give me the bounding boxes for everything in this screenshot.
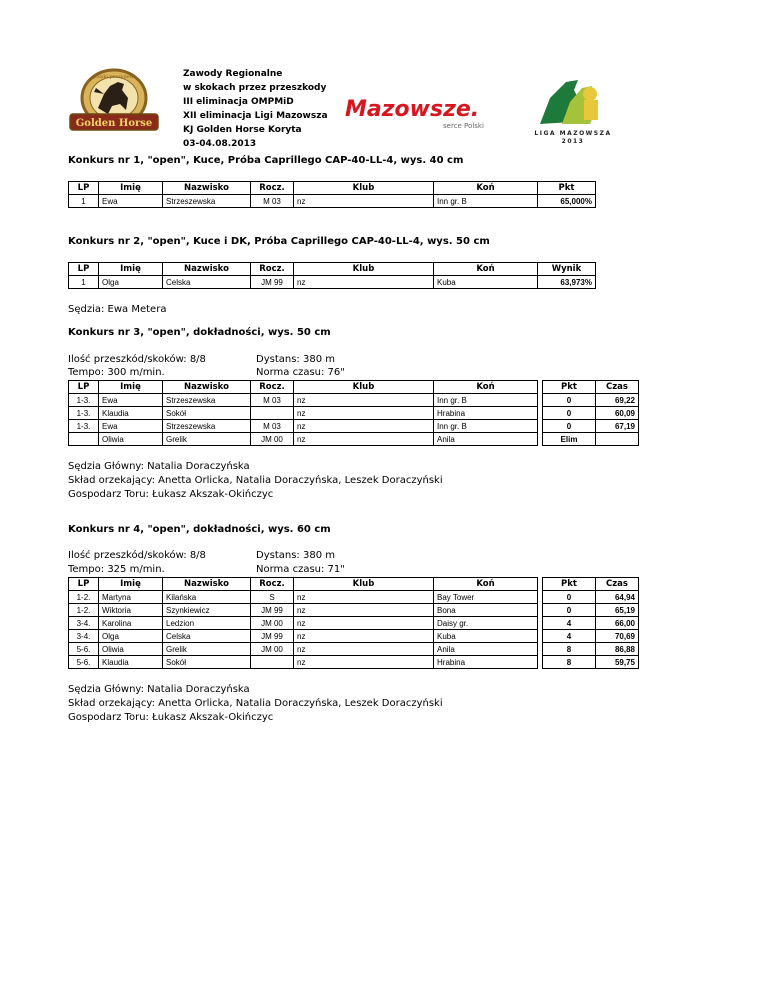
official-line: Sędzia Główny: Natalia Doraczyńska — [68, 684, 250, 695]
cell-klub: nz — [294, 420, 434, 433]
col-lp: LP — [69, 182, 99, 195]
col-imie: Imię — [99, 578, 163, 591]
cell-klub: nz — [294, 433, 434, 446]
cell-lp — [69, 433, 99, 446]
cell-klub: nz — [294, 643, 434, 656]
cell-lp: 3-4. — [69, 617, 99, 630]
cell-pkt: 8 — [543, 643, 596, 656]
official-line: Skład orzekający: Anetta Orlicka, Natalia Doraczyńska, Leszek Doraczyński — [68, 475, 443, 486]
cell-czas: 64,94 — [596, 591, 639, 604]
col-czas: Czas — [596, 381, 639, 394]
cell-rocz: JM 99 — [251, 276, 294, 289]
cell-nazwisko: Strzeszewska — [163, 420, 251, 433]
cell-lp: 5-6. — [69, 643, 99, 656]
cell-pkt: 65,000% — [538, 195, 596, 208]
table-header-row — [69, 381, 639, 394]
cell-pkt: 0 — [543, 604, 596, 617]
cell-pkt: 0 — [543, 420, 596, 433]
cell-nazwisko: Strzeszewska — [163, 195, 251, 208]
col-pkt: Pkt — [543, 578, 596, 591]
cell-kon: Anila — [434, 643, 538, 656]
competition-2-title: Konkurs nr 2, "open", Kuce i DK, Próba Caprillego CAP-40-LL-4, wys. 50 cm — [68, 236, 490, 247]
cell-rocz: JM 99 — [251, 604, 294, 617]
golden-horse-ring-text: polski prezydent — [93, 74, 135, 80]
col-wynik: Wynik — [538, 263, 596, 276]
col-nazwisko: Nazwisko — [163, 381, 251, 394]
golden-horse-logo-text: Golden Horse — [75, 118, 153, 129]
table-row — [69, 394, 639, 407]
cell-nazwisko: Celska — [163, 276, 251, 289]
cell-pkt: 4 — [543, 617, 596, 630]
header-line: KJ Golden Horse Koryta — [183, 125, 302, 135]
cell-lp: 1-3. — [69, 394, 99, 407]
cell-czas: 59,75 — [596, 656, 639, 669]
cell-klub: nz — [294, 407, 434, 420]
competition-4-tempo: Tempo: 325 m/min. — [68, 564, 165, 575]
cell-imie: Olga — [99, 276, 163, 289]
cell-pkt: 0 — [543, 407, 596, 420]
cell-imie: Ewa — [99, 394, 163, 407]
cell-imie: Wiktoria — [99, 604, 163, 617]
cell-kon: Inn gr. B — [434, 420, 538, 433]
col-pkt: Pkt — [543, 381, 596, 394]
cell-nazwisko: Szynkiewicz — [163, 604, 251, 617]
cell-nazwisko: Ledzion — [163, 617, 251, 630]
cell-rocz — [251, 407, 294, 420]
col-kon: Koń — [434, 263, 538, 276]
competition-3-obstacles: Ilość przeszkód/skoków: 8/8 — [68, 354, 206, 365]
official-line: Gospodarz Toru: Łukasz Akszak-Okińczyc — [68, 712, 274, 723]
cell-nazwisko: Grelik — [163, 433, 251, 446]
col-rocz: Rocz. — [251, 381, 294, 394]
col-imie: Imię — [99, 263, 163, 276]
cell-czas — [596, 433, 639, 446]
cell-nazwisko: Strzeszewska — [163, 394, 251, 407]
col-kon: Koń — [434, 578, 538, 591]
cell-kon: Hrabina — [434, 407, 538, 420]
col-klub: Klub — [294, 578, 434, 591]
cell-klub: nz — [294, 656, 434, 669]
cell-klub: nz — [294, 630, 434, 643]
competition-3-title: Konkurs nr 3, "open", dokładności, wys. 50 cm — [68, 327, 331, 338]
cell-rocz: S — [251, 591, 294, 604]
official-line: Sędzia Główny: Natalia Doraczyńska — [68, 461, 250, 472]
cell-rocz: M 03 — [251, 420, 294, 433]
table-row — [69, 407, 639, 420]
cell-klub: nz — [294, 617, 434, 630]
cell-czas: 67,19 — [596, 420, 639, 433]
col-klub: Klub — [294, 263, 434, 276]
table-header-row — [69, 182, 596, 195]
header-line: III eliminacja OMPMiD — [183, 97, 294, 107]
cell-pkt: 0 — [543, 591, 596, 604]
official-line: Gospodarz Toru: Łukasz Akszak-Okińczyc — [68, 489, 274, 500]
cell-pkt: 4 — [543, 630, 596, 643]
liga-logo-text: LIGA MAZOWSZA — [534, 130, 612, 137]
cell-kon: Kuba — [434, 630, 538, 643]
cell-rocz: JM 00 — [251, 433, 294, 446]
cell-kon: Inn gr. B — [434, 195, 538, 208]
cell-rocz: M 03 — [251, 195, 294, 208]
mazowsze-logo-sub: serce Polski — [443, 122, 484, 130]
cell-imie: Karolina — [99, 617, 163, 630]
header-line: Zawody Regionalne — [183, 69, 283, 79]
table-header-row — [69, 578, 639, 591]
cell-nazwisko: Kilańska — [163, 591, 251, 604]
mazowsze-logo — [345, 92, 505, 132]
table-row — [69, 420, 639, 433]
cell-kon: Anila — [434, 433, 538, 446]
table-row — [69, 195, 596, 208]
mazowsze-logo-text: Mazowsze. — [345, 97, 480, 122]
cell-klub: nz — [294, 195, 434, 208]
col-nazwisko: Nazwisko — [163, 578, 251, 591]
cell-klub: nz — [294, 604, 434, 617]
col-rocz: Rocz. — [251, 578, 294, 591]
cell-imie: Klaudia — [99, 656, 163, 669]
cell-czas: 65,19 — [596, 604, 639, 617]
cell-pkt: 0 — [543, 394, 596, 407]
table-row — [69, 276, 596, 289]
cell-nazwisko: Grelik — [163, 643, 251, 656]
cell-czas: 69,22 — [596, 394, 639, 407]
col-nazwisko: Nazwisko — [163, 263, 251, 276]
col-imie: Imię — [99, 182, 163, 195]
competition-4-officials — [68, 683, 443, 725]
cell-czas: 86,88 — [596, 643, 639, 656]
cell-rocz: JM 99 — [251, 630, 294, 643]
cell-lp: 3-4. — [69, 630, 99, 643]
cell-imie: Oliwia — [99, 643, 163, 656]
table-row — [69, 433, 639, 446]
col-rocz: Rocz. — [251, 263, 294, 276]
header-line: 03-04.08.2013 — [183, 139, 257, 149]
competition-4-distance: Dystans: 380 m — [256, 550, 335, 561]
liga-logo-year: 2013 — [561, 138, 585, 145]
cell-rocz — [251, 656, 294, 669]
competition-4-title: Konkurs nr 4, "open", dokładności, wys. 60 cm — [68, 524, 331, 535]
cell-imie: Klaudia — [99, 407, 163, 420]
cell-czas: 70,69 — [596, 630, 639, 643]
table-header-row — [69, 263, 596, 276]
cell-lp: 5-6. — [69, 656, 99, 669]
competition-3-distance: Dystans: 380 m — [256, 354, 335, 365]
col-lp: LP — [69, 263, 99, 276]
competition-4-time-norm: Norma czasu: 71" — [256, 564, 345, 575]
col-kon: Koń — [434, 381, 538, 394]
cell-imie: Oliwia — [99, 433, 163, 446]
col-czas: Czas — [596, 578, 639, 591]
cell-imie: Olga — [99, 630, 163, 643]
cell-klub: nz — [294, 276, 434, 289]
competition-1-title: Konkurs nr 1, "open", Kuce, Próba Caprillego CAP-40-LL-4, wys. 40 cm — [68, 155, 464, 166]
col-lp: LP — [69, 381, 99, 394]
cell-rocz: JM 00 — [251, 617, 294, 630]
golden-horse-logo — [64, 68, 164, 136]
competition-3-officials — [68, 460, 443, 502]
competition-1-table — [68, 181, 596, 208]
cell-rocz: M 03 — [251, 394, 294, 407]
cell-nazwisko: Sokół — [163, 407, 251, 420]
competition-4-obstacles: Ilość przeszkód/skoków: 8/8 — [68, 550, 206, 561]
cell-nazwisko: Celska — [163, 630, 251, 643]
cell-lp: 1-3. — [69, 420, 99, 433]
cell-rocz: JM 00 — [251, 643, 294, 656]
cell-lp: 1 — [69, 195, 99, 208]
cell-nazwisko: Sokół — [163, 656, 251, 669]
col-imie: Imię — [99, 381, 163, 394]
table-row — [69, 604, 639, 617]
cell-lp: 1-2. — [69, 604, 99, 617]
col-kon: Koń — [434, 182, 538, 195]
cell-lp: 1 — [69, 276, 99, 289]
col-pkt: Pkt — [538, 182, 596, 195]
cell-kon: Daisy gr. — [434, 617, 538, 630]
header-line: XII eliminacja Ligi Mazowsza — [183, 111, 328, 121]
col-nazwisko: Nazwisko — [163, 182, 251, 195]
cell-imie: Martyna — [99, 591, 163, 604]
cell-lp: 1-2. — [69, 591, 99, 604]
col-rocz: Rocz. — [251, 182, 294, 195]
cell-czas: 60,09 — [596, 407, 639, 420]
cell-kon: Inn gr. B — [434, 394, 538, 407]
table-row — [69, 591, 639, 604]
col-klub: Klub — [294, 381, 434, 394]
cell-kon: Hrabina — [434, 656, 538, 669]
cell-pkt: Elim — [543, 433, 596, 446]
liga-mazowsza-logo — [532, 72, 614, 146]
cell-imie: Ewa — [99, 420, 163, 433]
competition-2-judge: Sędzia: Ewa Metera — [68, 304, 167, 315]
competition-3-time-norm: Norma czasu: 76" — [256, 367, 345, 378]
cell-czas: 66,00 — [596, 617, 639, 630]
cell-klub: nz — [294, 591, 434, 604]
header-line: w skokach przez przeszkody — [183, 83, 327, 93]
table-row — [69, 643, 639, 656]
cell-kon: Bay Tower — [434, 591, 538, 604]
table-row — [69, 617, 639, 630]
cell-kon: Kuba — [434, 276, 538, 289]
cell-kon: Bona — [434, 604, 538, 617]
cell-klub: nz — [294, 394, 434, 407]
competition-2-table — [68, 262, 596, 289]
table-row — [69, 656, 639, 669]
cell-imie: Ewa — [99, 195, 163, 208]
cell-pkt: 8 — [543, 656, 596, 669]
event-header — [183, 67, 328, 151]
table-row — [69, 630, 639, 643]
official-line: Skład orzekający: Anetta Orlicka, Natalia Doraczyńska, Leszek Doraczyński — [68, 698, 443, 709]
col-lp: LP — [69, 578, 99, 591]
competition-3-table — [68, 380, 639, 446]
competition-4-table — [68, 577, 639, 669]
cell-wynik: 63,973% — [538, 276, 596, 289]
competition-3-tempo: Tempo: 300 m/min. — [68, 367, 165, 378]
cell-lp: 1-3. — [69, 407, 99, 420]
col-klub: Klub — [294, 182, 434, 195]
